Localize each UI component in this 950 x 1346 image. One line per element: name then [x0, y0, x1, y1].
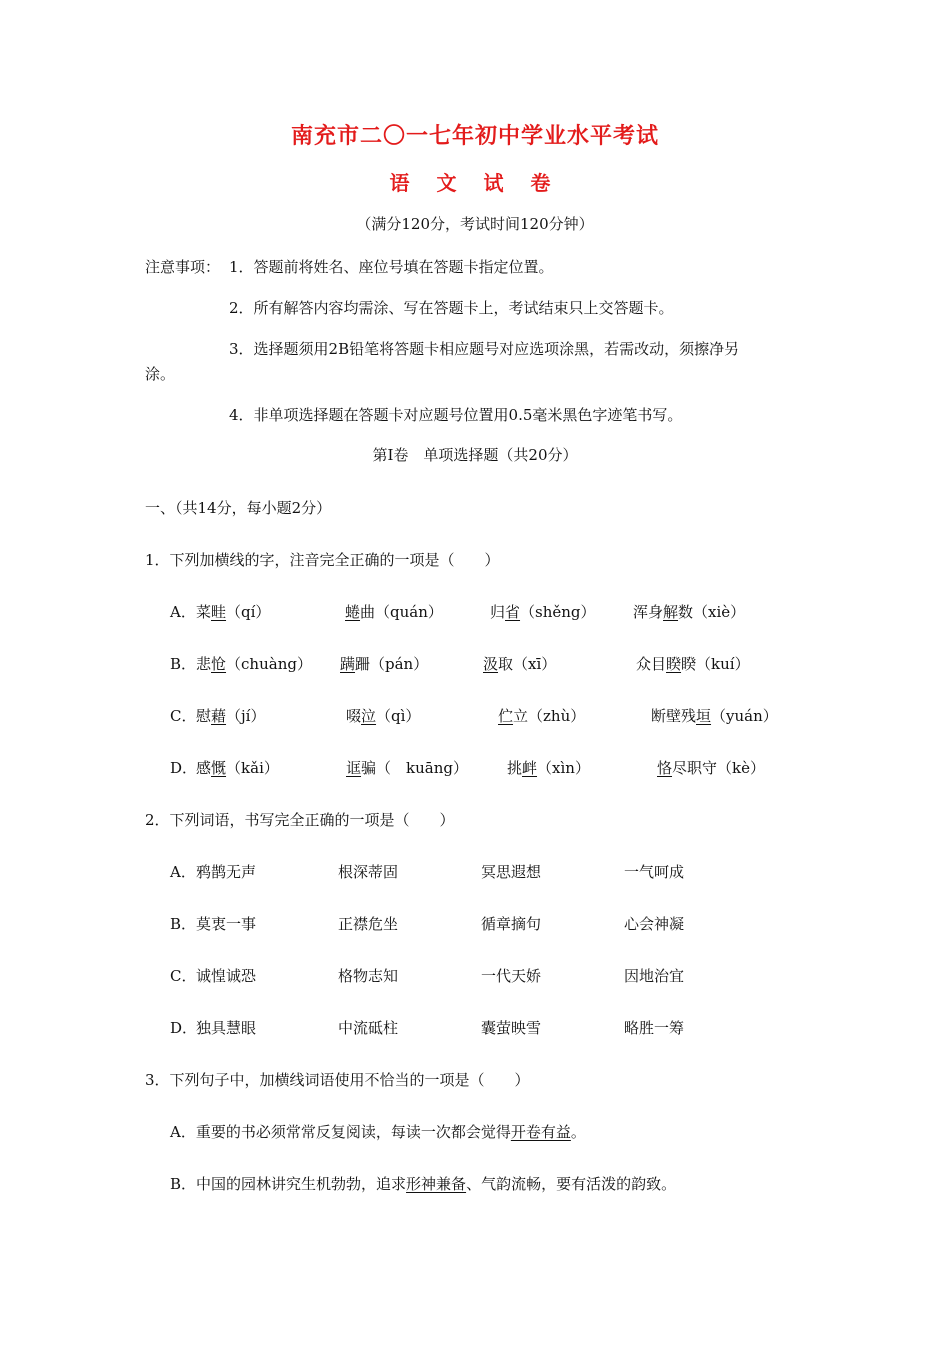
q2-idiom: 正襟危坐: [338, 915, 399, 933]
word-suffix-pinyin: （yuán）: [711, 707, 778, 725]
word-prefix: 浑身: [633, 603, 664, 621]
q1-word-item: [340, 653, 428, 674]
option-label: A．: [170, 1123, 196, 1141]
q1-word-item: [490, 601, 596, 622]
underlined-char: 解: [663, 603, 679, 621]
q1-option-label: B．: [170, 655, 197, 673]
option-text-end: 、气韵流畅，要有活泼的韵致。: [466, 1175, 677, 1193]
note-item-3: 3．选择题须用2B铅笔将答题卡相应题号对应选项涂黑，若需改动，须擦净另: [229, 340, 740, 358]
word-prefix: 归: [490, 603, 506, 621]
q2-idiom: 格物志知: [338, 967, 399, 985]
q2-idiom: 囊萤映雪: [481, 1019, 542, 1037]
word-prefix: 菜: [196, 603, 212, 621]
q2-stem: 2．下列词语，书写完全正确的一项是（ ）: [145, 811, 455, 829]
underlined-char: 慨: [211, 759, 227, 777]
underlined-char: 睽: [666, 655, 682, 673]
option-text: 中国的园林讲究生机勃勃，追求: [196, 1175, 407, 1193]
q2-option-label: A．: [170, 863, 196, 881]
option-text-end: 。: [570, 1123, 586, 1141]
underlined-char: 垣: [696, 707, 712, 725]
q1-word-item: [507, 757, 590, 778]
q2-idiom: 略胜一筹: [624, 1019, 685, 1037]
exam-title: 南充市二〇一七年初中学业水平考试: [290, 123, 659, 149]
word-prefix: 众目: [636, 655, 667, 673]
q1-word-item: [633, 601, 745, 622]
q3-option-a: [170, 1121, 586, 1142]
option-label: B．: [170, 1175, 197, 1193]
q2-option-label: D．: [170, 1019, 198, 1037]
q1-word-item: [345, 601, 443, 622]
q2-idiom: 中流砥柱: [338, 1019, 399, 1037]
underlined-char: 畦: [211, 603, 227, 621]
word-suffix-pinyin: 取（xī）: [498, 655, 557, 673]
word-suffix-pinyin: 尽职守（kè）: [672, 759, 765, 777]
word-suffix-pinyin: 数（xiè）: [678, 603, 746, 621]
q2-idiom: 一代天娇: [481, 967, 542, 985]
q2-idiom: 鸦鹊无声: [196, 863, 257, 881]
word-prefix: 断壁残: [651, 707, 697, 725]
exam-subtitle: 语 文 试 卷: [389, 171, 561, 195]
q1-word-item: [346, 705, 420, 726]
word-prefix: 感: [196, 759, 212, 777]
word-suffix-pinyin: （qí）: [226, 603, 271, 621]
underlined-char: 伫: [498, 707, 514, 725]
note-item-2: 2．所有解答内容均需涂、写在答题卡上，考试结束只上交答题卡。: [229, 299, 674, 317]
word-suffix-pinyin: （chuàng）: [226, 655, 312, 673]
word-suffix-pinyin: （kǎi）: [226, 759, 279, 777]
q1-stem: 1．下列加横线的字，注音完全正确的一项是（ ）: [145, 551, 500, 569]
part-one-heading: 一、（共14分，每小题2分）: [145, 499, 332, 517]
word-suffix-pinyin: （xìn）: [537, 759, 590, 777]
section-title: 第Ⅰ卷 单项选择题（共20分）: [372, 446, 578, 464]
word-suffix-pinyin: 曲（quán）: [360, 603, 443, 621]
q1-word-item: [196, 705, 265, 726]
q1-word-item: [196, 653, 312, 674]
q2-option-label: B．: [170, 915, 197, 933]
underlined-char: 蹒: [340, 655, 356, 673]
q1-option-label: D．: [170, 759, 198, 777]
underlined-char: 诓: [346, 759, 362, 777]
q2-idiom: 循章摘句: [481, 915, 542, 933]
note-item-1: 1．答题前将姓名、座位号填在答题卡指定位置。: [229, 258, 554, 276]
word-prefix: 挑: [507, 759, 523, 777]
underlined-char: 汲: [483, 655, 499, 673]
word-suffix-pinyin: 骗（ kuāng）: [361, 759, 468, 777]
underlined-char: 衅: [522, 759, 538, 777]
underlined-char: 恪: [657, 759, 673, 777]
q1-word-item: [196, 757, 279, 778]
q2-idiom: 冥思遐想: [481, 863, 542, 881]
q1-word-item: [483, 653, 556, 674]
word-prefix: 啜: [346, 707, 362, 725]
score-time-note: （满分120分，考试时间120分钟）: [356, 215, 594, 233]
word-prefix: 慰: [196, 707, 212, 725]
q2-idiom: 独具慧眼: [196, 1019, 257, 1037]
note-item-3-continued: 涂。: [145, 365, 176, 383]
q2-idiom: 根深蒂固: [338, 863, 399, 881]
word-suffix-pinyin: （qì）: [376, 707, 421, 725]
option-text: 重要的书必须常常反复阅读，每读一次都会觉得: [195, 1123, 511, 1141]
q1-word-item: [636, 653, 750, 674]
underlined-char: 省: [505, 603, 521, 621]
q3-stem: 3．下列句子中，加横线词语使用不恰当的一项是（ ）: [145, 1071, 530, 1089]
word-suffix-pinyin: （jí）: [226, 707, 266, 725]
q1-option-label: A．: [170, 603, 196, 621]
q3-option-b: [170, 1173, 676, 1194]
word-suffix-pinyin: 立（zhù）: [513, 707, 586, 725]
underlined-phrase: 开卷有益: [510, 1123, 571, 1141]
q2-idiom: 莫衷一事: [196, 915, 257, 933]
q2-idiom: 一气呵成: [624, 863, 685, 881]
q1-word-item: [498, 705, 585, 726]
word-suffix-pinyin: （shěng）: [520, 603, 596, 621]
underlined-char: 蜷: [345, 603, 361, 621]
q1-word-item: [651, 705, 778, 726]
word-suffix-pinyin: 睽（kuí）: [681, 655, 750, 673]
q1-word-item: [346, 757, 468, 778]
q1-option-label: C．: [170, 707, 197, 725]
q2-idiom: 诚惶诚恐: [196, 967, 257, 985]
notes-label: 注意事项：: [145, 258, 221, 276]
note-item-4: 4．非单项选择题在答题卡对应题号位置用0.5毫米黑色字迹笔书写。: [229, 406, 683, 424]
q2-idiom: 因地治宜: [624, 967, 685, 985]
underlined-char: 藉: [211, 707, 227, 725]
underlined-char: 怆: [211, 655, 227, 673]
q2-option-label: C．: [170, 967, 197, 985]
word-prefix: 悲: [196, 655, 212, 673]
q1-word-item: [196, 601, 270, 622]
q1-word-item: [657, 757, 765, 778]
q2-idiom: 心会神凝: [624, 915, 685, 933]
underlined-phrase: 形神兼备: [406, 1175, 467, 1193]
word-suffix-pinyin: 跚（pán）: [355, 655, 429, 673]
underlined-char: 泣: [361, 707, 377, 725]
